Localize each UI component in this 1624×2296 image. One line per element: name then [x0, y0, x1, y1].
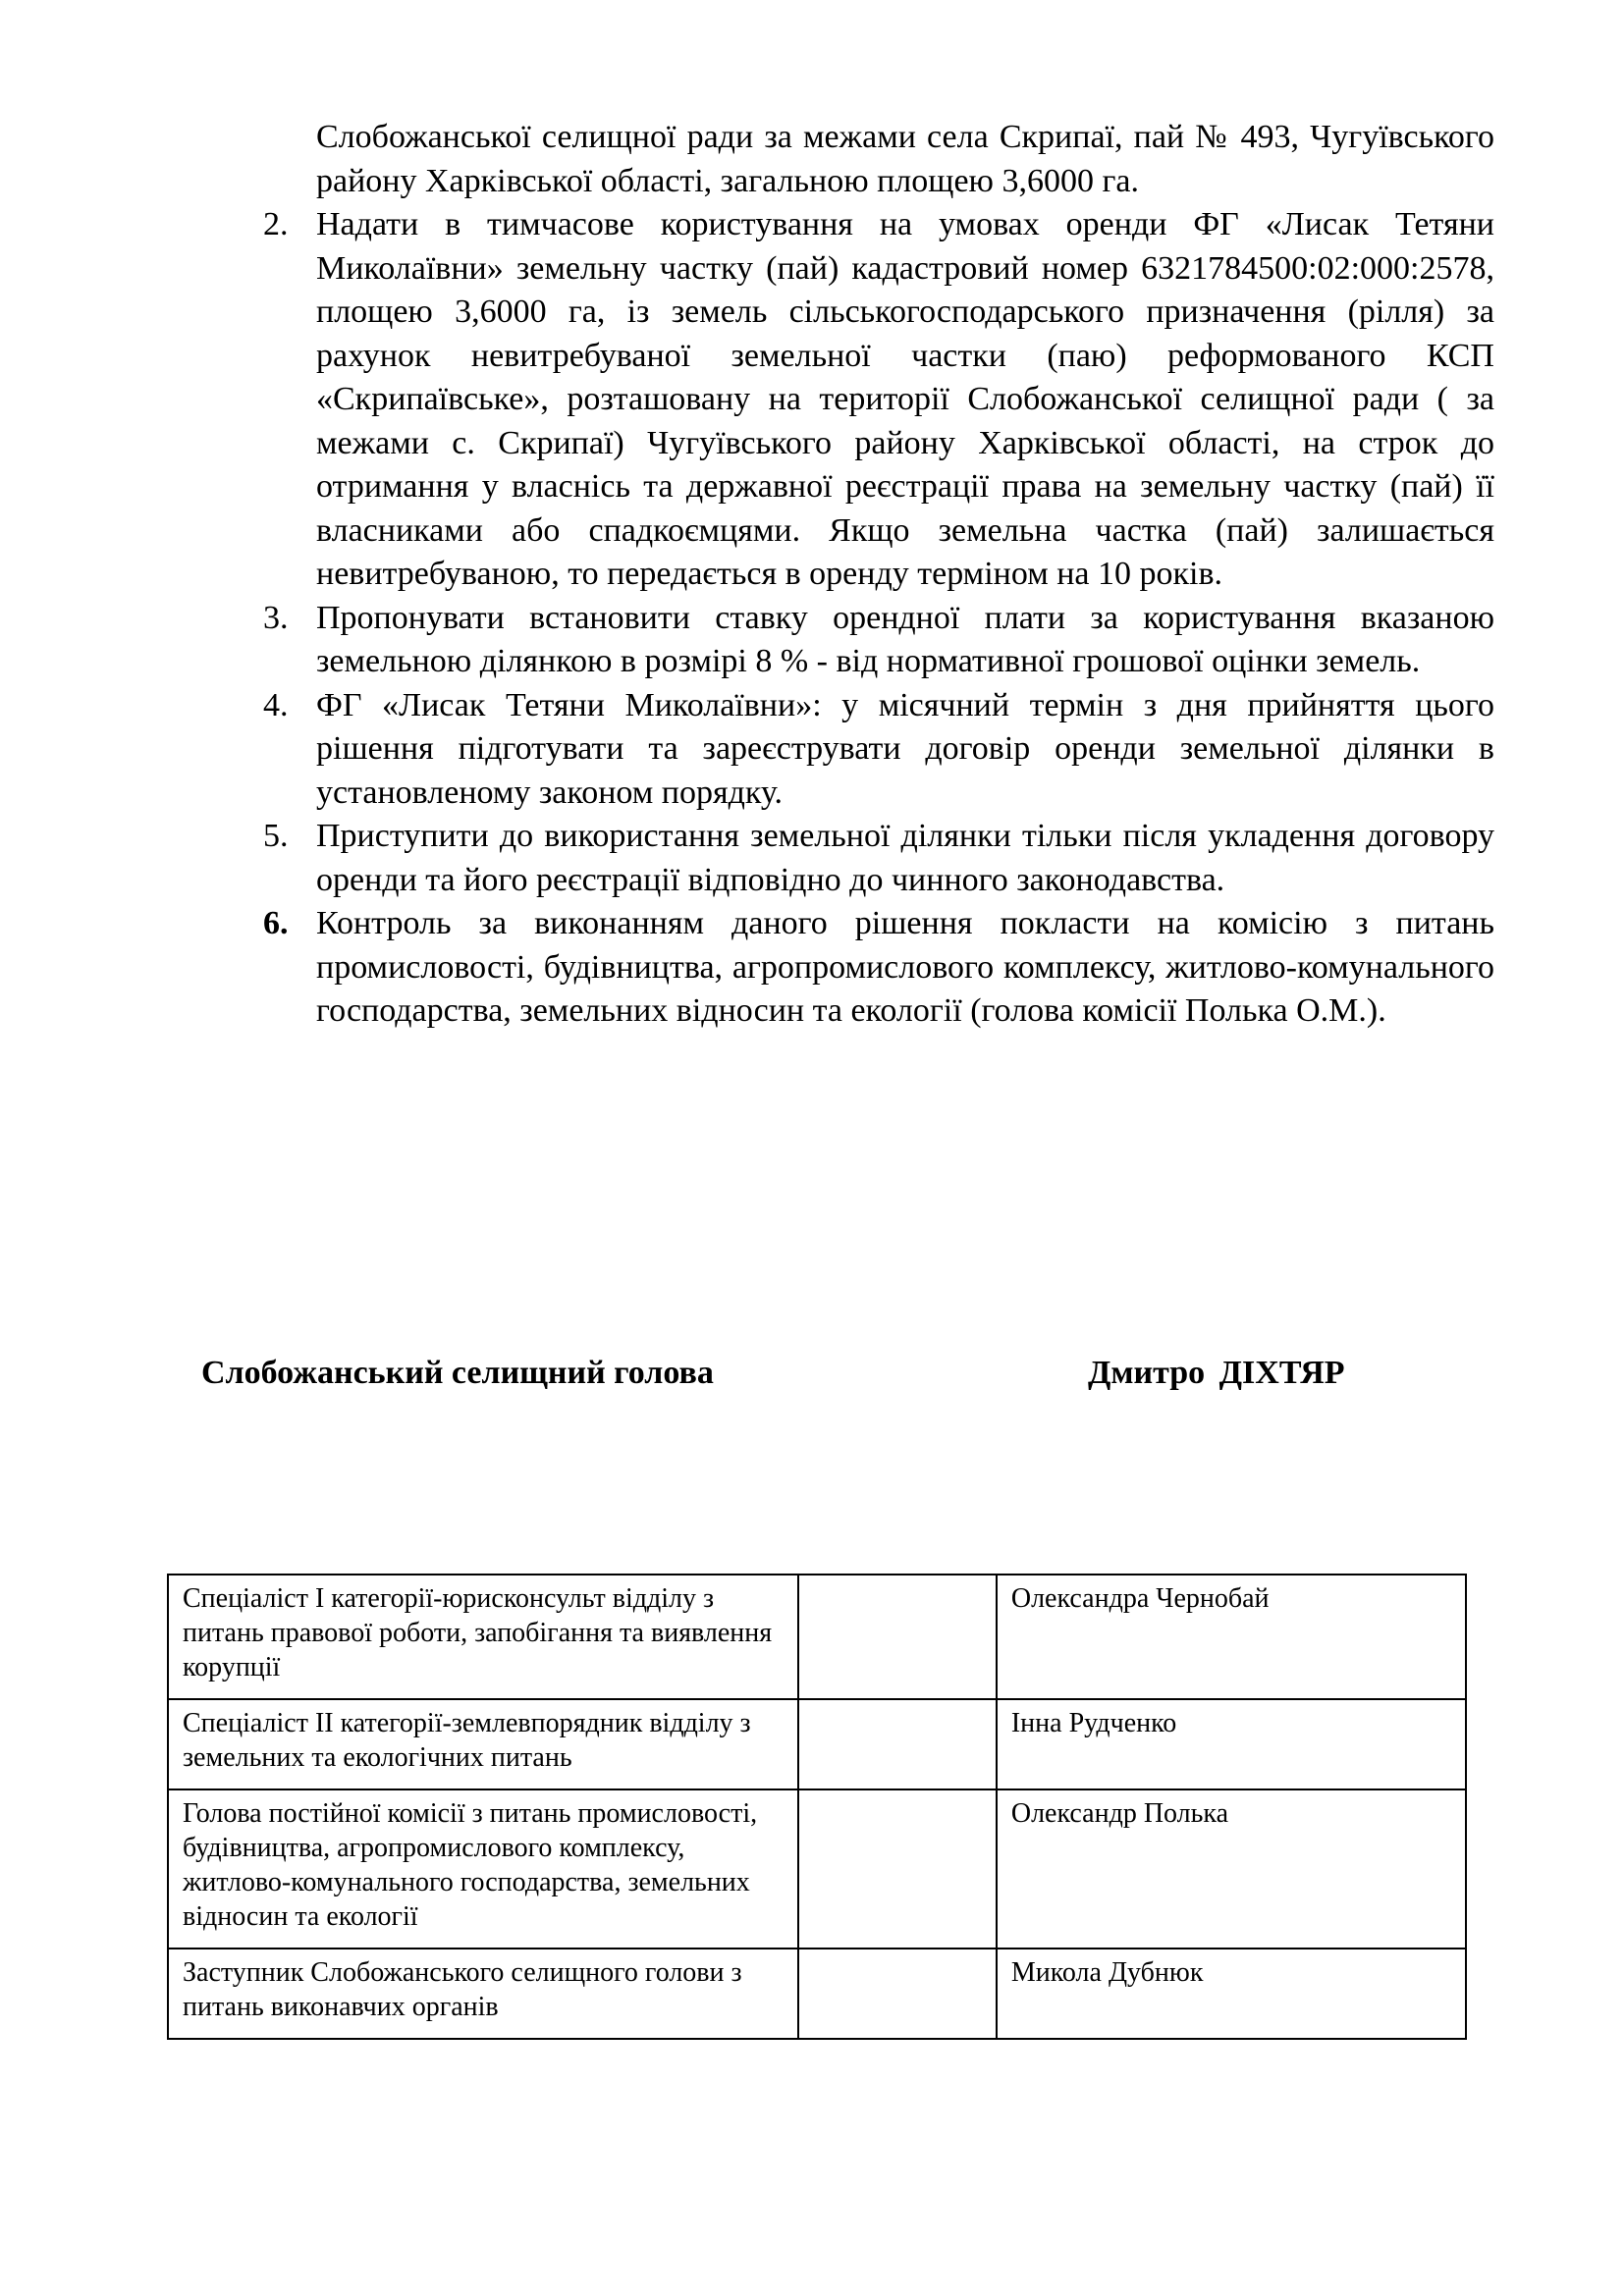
table-row: [168, 1949, 1466, 2039]
approver-signature-cell: [798, 1575, 997, 1699]
approver-position: Заступник Слобожанського селищного голови з питань виконавчих органів: [168, 1949, 798, 2039]
item-number: 3.: [263, 599, 289, 636]
item-number: 5.: [263, 818, 289, 854]
approver-signature-cell: [798, 1949, 997, 2039]
decision-item-2: [263, 203, 1494, 597]
decision-item-4: [263, 684, 1494, 816]
decision-item-5: [263, 815, 1494, 902]
table-row: [168, 1575, 1466, 1699]
intro-paragraph: Слобожанської селищної ради за межами села Скрипаї, пай № 493, Чугуївського району Харківської області, загальною площею 3,6000 га.: [316, 119, 1494, 199]
item-text: ФГ «Лисак Тетяни Миколаївни»: у місячний термін з дня прийняття цього рішення підготувати та зареєструвати договір оренди земельної ділянки в установленому законом порядку.: [316, 686, 1494, 811]
item-number: 4.: [263, 686, 289, 723]
approver-name: Микола Дубнюк: [997, 1949, 1466, 2039]
approver-position: Спеціаліст ІІ категорії-землевпорядник відділу з земельних та екологічних питань: [168, 1699, 798, 1789]
item-text: Пропонувати встановити ставку орендної плати за користування вказаною земельною ділянкою в розмірі 8 % - від нормативної грошової оцінки земель.: [316, 599, 1494, 679]
approver-signature-cell: [798, 1789, 997, 1949]
item-text: Приступити до використання земельної ділянки тільки після укладення договору оренди та його реєстрації відповідно до чинного законодавства.: [316, 818, 1494, 898]
item-text: Надати в тимчасове користування на умовах оренди ФГ «Лисак Тетяни Миколаївни» земельну частку (пай) кадастровий номер 6321784500:02:000:2578, площею 3,6000 га, із земель сільськогосподарського призначення (рілля) за рахунок невитребуваної земельної частки (паю) реформованого КСП «Скрипаївське», розташовану на території Слобожанської селищної ради ( за межами с. Скрипаї) Чугуївського району Харківської області, на строк до отримання у власнісь та державної реєстрації права на земельну частку (пай) її власниками або спадкоємцями. Якщо земельна частка (пай) залишається невитребуваною, то передається в оренду терміном на 10 років.: [316, 206, 1494, 592]
table-row: [168, 1789, 1466, 1949]
decision-item-6: [263, 902, 1494, 1034]
approver-position: Спеціаліст І категорії-юрисконсульт відділу з питань правової роботи, запобігання та виявлення корупції: [168, 1575, 798, 1699]
signatory-title: Слобожанський селищний голова: [201, 1355, 714, 1391]
signature-block: [0, 1355, 1624, 1404]
approver-name: Інна Рудченко: [997, 1699, 1466, 1789]
item-number: 6.: [263, 905, 289, 941]
approver-name: Олександр Полька: [997, 1789, 1466, 1949]
approver-signature-cell: [798, 1699, 997, 1789]
item-text: Контроль за виконанням даного рішення покласти на комісію з питань промисловості, будівництва, агропромислового комплексу, житлово-комунального господарства, земельних відносин та екології (голова комісії Полька О.М.).: [316, 905, 1494, 1029]
signatory-name: Дмитро ДІХТЯР: [1088, 1355, 1345, 1391]
decision-item-3: [263, 597, 1494, 684]
approver-name: Олександра Чернобай: [997, 1575, 1466, 1699]
approvals-table: [167, 1574, 1467, 2040]
approver-position: Голова постійної комісії з питань промисловості, будівництва, агропромислового комплексу, житлово-комунального господарства, земельних відносин та екології: [168, 1789, 798, 1949]
table-row: [168, 1699, 1466, 1789]
item-number: 2.: [263, 206, 289, 242]
decision-items: [263, 203, 1494, 1034]
